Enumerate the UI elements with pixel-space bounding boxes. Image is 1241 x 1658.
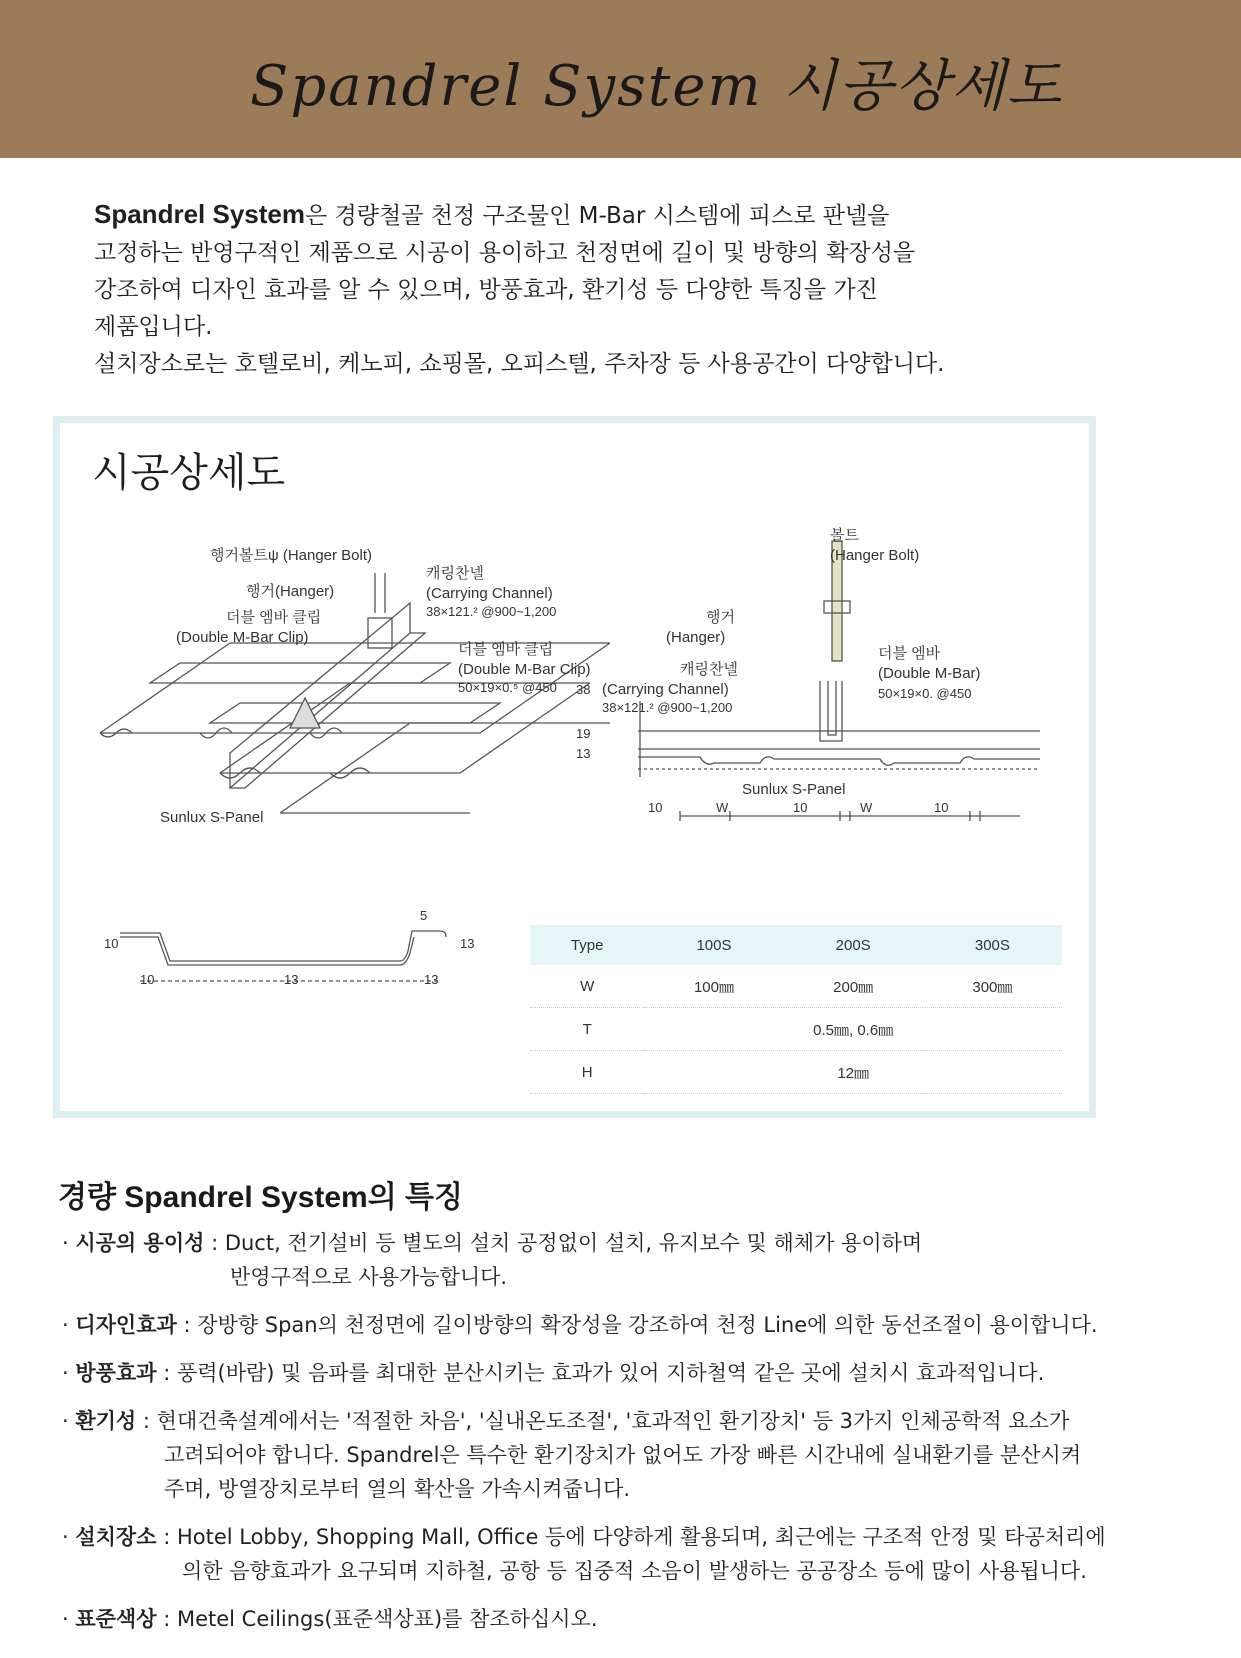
table-header-row: [530, 925, 1062, 965]
th-100s: 100S: [644, 925, 783, 965]
label-r-channel-ko: 캐링찬넬: [680, 661, 738, 678]
dim-b1: 10: [648, 800, 663, 815]
feature-text: : 장방향 Span의 천정면에 길이방향의 확장성을 강조하여 천정 Line에 의한 동선조절이 용이합니다.: [183, 1313, 1098, 1337]
feature-cont: 고려되어야 합니다. Spandrel은 특수한 환기장치가 없어도 가장 빠른 시간내에 실내환기를 분산시켜: [164, 1443, 1082, 1467]
intro-lead: Spandrel System: [94, 199, 305, 229]
label-bolt-ko: 볼트: [830, 527, 859, 544]
label-bolt-en: (Hanger Bolt): [830, 547, 920, 564]
label-clip2-spec: 50×19×0.⁵ @450: [458, 680, 557, 695]
dim-b3: 10: [793, 800, 808, 815]
profile-d13b: 13: [424, 972, 439, 987]
profile-d5: 5: [420, 908, 428, 923]
feature-cont: 의한 음향효과가 요구되며 지하철, 공항 등 집중적 소음이 발생하는 공공장소 등에 많이 사용됩니다.: [182, 1559, 1087, 1583]
label-panel: Sunlux S-Panel: [160, 809, 264, 826]
cell-value: 12㎜: [644, 1051, 1062, 1094]
table-row: [530, 965, 1062, 1008]
feature-cont: 반영구적으로 사용가능합니다.: [230, 1265, 508, 1289]
feature-key: 표준색상: [75, 1607, 157, 1631]
header-banner: [0, 0, 1241, 158]
dim-b4: W: [860, 800, 873, 815]
feature-key: 디자인효과: [75, 1313, 177, 1337]
table-row: [530, 1051, 1062, 1094]
label-mbar-en: (Double M-Bar): [878, 665, 981, 682]
th-200s: 200S: [784, 925, 923, 965]
dim-b2: W: [716, 800, 729, 815]
label-r-hanger-en: (Hanger): [666, 629, 726, 646]
th-300s: 300S: [923, 925, 1062, 965]
label-channel-ko: 캐링찬넬: [426, 565, 484, 582]
profile-d10v: 10: [104, 936, 119, 951]
label-r-channel-spec: 38×121.² @900~1,200: [602, 700, 733, 715]
intro-line-1: 은 경량철골 천정 구조물인 M-Bar 시스템에 피스로 판넬을: [304, 203, 890, 229]
label-r-panel: Sunlux S-Panel: [742, 781, 846, 798]
label-channel-spec: 38×121.² @900~1,200: [426, 604, 557, 619]
label-mbar-ko: 더블 엠바: [878, 645, 941, 662]
dim-38: 38: [576, 682, 591, 697]
label-clip2-en: (Double M-Bar Clip): [458, 661, 591, 678]
feature-text: : Metel Ceilings(표준색상표)를 참조하십시오.: [163, 1607, 598, 1631]
label-mbar-spec: 50×19×0. @450: [878, 686, 972, 701]
feature-key: 설치장소: [75, 1525, 157, 1549]
feature-cont-2: 주며, 방열장치로부터 열의 확산을 가속시켜줍니다.: [164, 1477, 631, 1501]
label-hanger: 행거(Hanger): [246, 583, 335, 600]
feature-text: : 현대건축설계에서는 '적절한 차음', '실내온도조절', '효과적인 환기장치' 등 3가지 인체공학적 요소가: [142, 1409, 1070, 1433]
spec-table: [530, 925, 1062, 1094]
detail-title: 시공상세도: [92, 450, 286, 496]
table-row: [530, 1008, 1062, 1051]
label-channel-en: (Carrying Channel): [426, 585, 553, 602]
row-label: H: [530, 1051, 644, 1094]
cell-value: 300㎜: [923, 965, 1062, 1008]
dim-19: 19: [576, 726, 591, 741]
cell-value: 200㎜: [784, 965, 923, 1008]
intro-paragraph: [94, 196, 1094, 383]
intro-line-4: 제품입니다.: [94, 314, 213, 340]
feature-design: · 디자인효과 : 장방향 Span의 천정면에 길이방향의 확장성을 강조하여 천정 Line에 의한 동선조절이 용이합니다.: [62, 1313, 1098, 1337]
feature-ventilation: · 환기성 : 현대건축설계에서는 '적절한 차음', '실내온도조절', '효과적인 환기장치' 등 3가지 인체공학적 요소가 고려되어야 합니다. Spandrel은 특수한 환기장치가 없어도 가장 빠른 시간내에 실내환기를 분산시켜 주며, 방열장치로부터 열의 확산을 가속시켜줍니다.: [62, 1404, 1172, 1506]
intro-line-2: 고정하는 반영구적인 제품으로 시공이 용이하고 천정면에 길이 및 방향의 확장성을: [94, 240, 916, 266]
intro-line-5: 설치장소로는 호텔로비, 케노피, 쇼핑몰, 오피스텔, 주차장 등 사용공간이 다양합니다.: [94, 351, 945, 377]
feature-key: 환기성: [75, 1409, 137, 1433]
feature-key: 방풍효과: [75, 1361, 157, 1385]
label-hanger-bolt: 행거볼트ψ (Hanger Bolt): [210, 547, 373, 564]
label-clip-ko: 더블 엠바 클립: [226, 609, 322, 626]
feature-ease: · 시공의 용이성 : Duct, 전기설비 등 별도의 설치 공정없이 설치, 유지보수 및 해체가 용이하며 반영구적으로 사용가능합니다.: [62, 1226, 1172, 1294]
label-clip-en: (Double M-Bar Clip): [176, 629, 309, 646]
feature-location: · 설치장소 : Hotel Lobby, Shopping Mall, Office 등에 다양하게 활용되며, 최근에는 구조적 안정 및 타공처리에 의한 음향효과가 요구되며 지하철, 공항 등 집중적 소음이 발생하는 공공장소 등에 많이 사용됩니다.: [62, 1520, 1172, 1588]
profile-d13v: 13: [460, 936, 475, 951]
detail-drawing-panel: [53, 416, 1096, 1118]
feature-windproof: · 방풍효과 : 풍력(바람) 및 음파를 최대한 분산시키는 효과가 있어 지하철역 같은 곳에 설치시 효과적입니다.: [62, 1361, 1045, 1385]
feature-color: · 표준색상 : Metel Ceilings(표준색상표)를 참조하십시오.: [62, 1607, 598, 1631]
row-label: W: [530, 965, 644, 1008]
th-type: Type: [530, 925, 644, 965]
intro-line-3: 강조하여 디자인 효과를 알 수 있으며, 방풍효과, 환기성 등 다양한 특징을 가진: [94, 277, 878, 303]
dim-b5: 10: [934, 800, 949, 815]
row-label: T: [530, 1008, 644, 1051]
cell-value: 0.5㎜, 0.6㎜: [644, 1008, 1062, 1051]
feature-key: 시공의 용이성: [75, 1231, 205, 1255]
page-title: Spandrel System 시공상세도: [250, 54, 1063, 119]
label-r-channel-en: (Carrying Channel): [602, 681, 729, 698]
feature-text: : 풍력(바람) 및 음파를 최대한 분산시키는 효과가 있어 지하철역 같은 곳에 설치시 효과적입니다.: [163, 1361, 1045, 1385]
profile-d10: 10: [140, 972, 155, 987]
label-r-hanger-ko: 행거: [706, 609, 735, 626]
feature-text: : Duct, 전기설비 등 별도의 설치 공정없이 설치, 유지보수 및 해체가 용이하며: [211, 1231, 923, 1255]
dim-13: 13: [576, 746, 591, 761]
cell-value: 100㎜: [644, 965, 783, 1008]
features-title: 경량 Spandrel System의 특징: [58, 1181, 463, 1214]
profile-d13a: 13: [284, 972, 299, 987]
feature-text: : Hotel Lobby, Shopping Mall, Office 등에 다양하게 활용되며, 최근에는 구조적 안정 및 타공처리에: [163, 1525, 1106, 1549]
label-clip2-ko: 더블 엠바 클립: [458, 641, 554, 658]
